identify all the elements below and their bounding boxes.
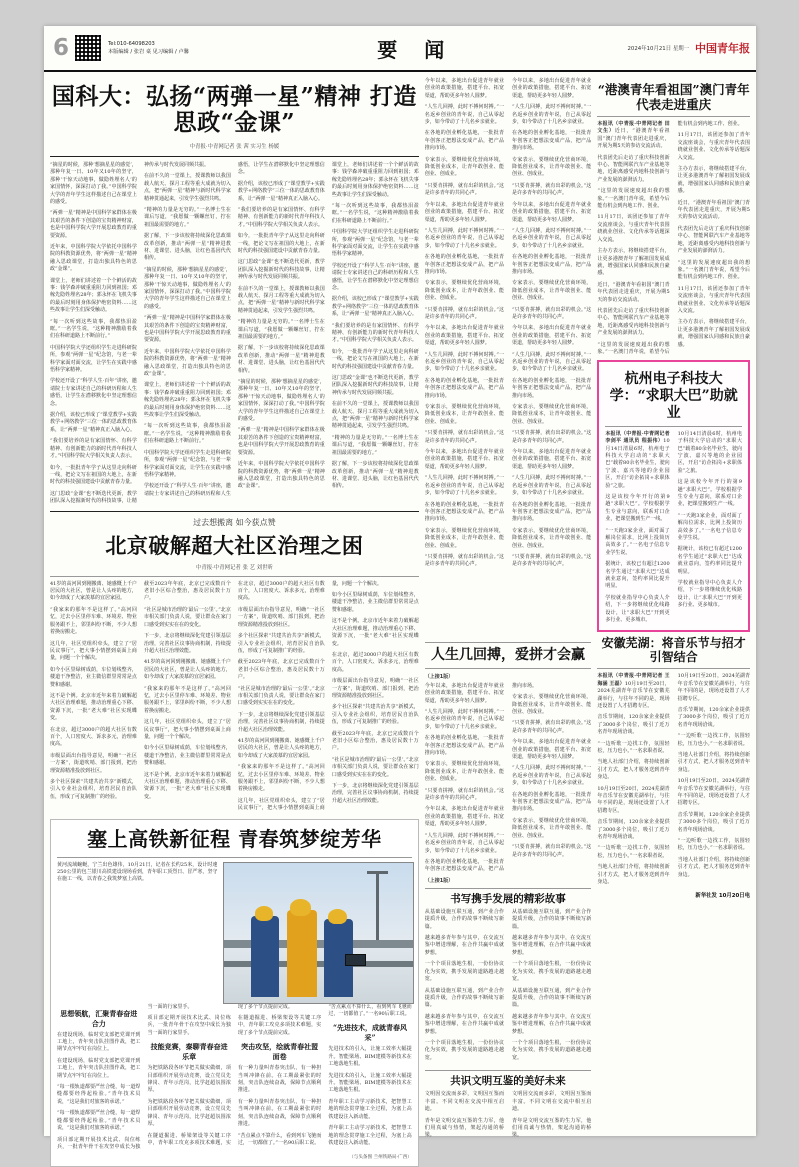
paragraph: 主办方表示，将继续搭建平台，让更多港澳青年了解祖国发展成就，增强国家认同感和民族自豪感。 — [597, 248, 670, 277]
paragraph: 据介绍，该校已形成了“课堂教学+实践教学+网络教学”三位一体的思政教育体系，让“两弹一星”精神真正入脑入心。 — [237, 180, 325, 202]
mid-mid-headline: 书写携手发展的精彩故事 — [450, 892, 566, 905]
second-byline: 中青报·中青网记者 张 艺 刘世昕 — [195, 564, 273, 571]
paragraph: 今年以来，多地出台促进青年就业创业的政策措施，搭建平台、拓宽渠道，帮助更多年轻人圆梦。 — [512, 449, 592, 470]
paragraph: 据介绍，该校已形成了“课堂教学+实践教学+网络教学”三位一体的思政教育体系，让“两弹一星”精神真正入脑入心。 — [331, 296, 419, 318]
paragraph: 本报讯（中青报·中青网记者 李剑平 通讯员 程振伟）10月14日清晨6时，杭州电子科技大学启动的“求职大巴”载着80余名毕业生，驶向宁波、嘉兴等地的企业园区，开启“访企拓岗+求职体验”之旅。 — [605, 430, 670, 489]
paragraph: 当地人社部门介绍，将持续创新引才方式，把人才服务送到青年身边。 — [597, 864, 670, 886]
paper-logo: 中国青年报 — [695, 42, 750, 55]
paragraph: 近日，“港澳青年看祖国”澳门青年代表团走进重庆，开展为期5天的参访交流活动。 — [597, 281, 670, 303]
paragraph: “人生几回搏，此时不搏何时搏。”一名返乡创业的青年说，自己从零起步，如今带动了十几名乡亲就业。 — [512, 475, 592, 497]
paragraph: 近年来，中国科学院大学依托中国科学院的科教资源优势，将“两弹一星”精神融入思政课堂，打造出独具特色的思政“金课”。 — [50, 243, 137, 273]
paragraph: 这不是个例。北京市近年来着力破解超大社区治理难题，推动治理重心下移、资源下沉，一批“老大难”社区实现蝶变。 — [331, 618, 419, 647]
paragraph: 主办方表示，将继续搭建平台，让更多港澳青年了解祖国发展成就，增强国家认同感和民族自豪感。 — [677, 319, 750, 348]
paragraph: 专家表示，要继续优化营商环境，降低创业成本，让青年敢创业、能创业、创成业。 — [512, 156, 592, 178]
paragraph: “只要肯拼搏，就有出彩的机会。”这是许多青年的共同心声。 — [512, 553, 592, 568]
paragraph: 在各地的创业孵化基地，一批批青年创客正把想法变成产品，把产品推向市场。 — [424, 501, 505, 523]
paragraph: 为把铁路段各环节把关做实做细，项目部组织开展劳动竞赛，设立党员先锋岗、青年示范岗，比学赶超氛围浓厚。 — [147, 1065, 231, 1094]
paragraph: 今年以来，多地出台促进青年就业创业的政策措施，搭建平台、拓宽渠道，帮助更多年轻人圆梦。 — [424, 682, 505, 704]
paragraph: 今年以来，多地出台促进青年就业创业的政策措施，搭建平台、拓宽渠道，帮助更多年轻人圆梦。 — [424, 325, 505, 347]
paragraph: “只要肯拼搏，就有出彩的机会。”这是许多青年的共同心声。 — [512, 844, 592, 858]
paragraph: 学校还开设了“科学人生·百年”讲座，邀请院士专家讲述自己的科研历程和人生感悟，让学生在潜移默化中坚定理想信念。 — [331, 262, 419, 291]
paragraph: 为把铁路段各环节把关做实做细，项目部组织开展劳动竞赛，设立党员先锋岗、青年示范岗，比学赶超氛围浓厚。 — [147, 1098, 231, 1128]
paragraph: 据了解，下一步该校将持续深化思政课改革创新，推动“两弹一星”精神进教材、进课堂、进头脑，让红色基因代代相传。 — [331, 461, 419, 490]
paragraph: “苦点累点不算什么，看到列车飞驰而过，一切都值了。”一名90后职工说。 — [328, 1003, 412, 1018]
paragraph: 今年以来，多地出台促进青年就业创业的政策措施，搭建平台、拓宽渠道，帮助更多年轻人圆梦。 — [424, 78, 505, 99]
paragraph: “这里的发展速度超出我的想象。”一名澳门青年说，希望今后能有机会到内地工作、创业。 — [597, 121, 743, 355]
paragraph: 专家表示，要继续优化营商环境，降低创业成本，让青年敢创业、能创业、创成业。 — [512, 527, 592, 549]
paragraph: “只要肯拼搏，就有出彩的机会。”这是许多青年的共同心声。 — [512, 306, 592, 320]
paragraph: 越来越多青年参与其中，在交流互鉴中增进理解，在合作共赢中成就梦想。 — [424, 935, 505, 956]
paragraph: 今年以来，多地出台促进青年就业创业的政策措施，搭建平台、拓宽渠道，帮助更多年轻人圆梦。 — [512, 739, 592, 761]
paragraph: 在前不久的一堂课上，授课教师以我国载人航天、探月工程等重大成就为切入点，把“两弹一星”精神与新时代科学家精神贯通起来，引发学生强烈共鸣。 — [331, 401, 419, 430]
paragraph: 文明因交流而多彩，文明因互鉴而丰富。不同文明在交流中相互启迪。 — [512, 1091, 592, 1113]
paragraph: 项目部定期开展技术比武、岗位练兵，一批青年骨干在攻坚中成长为独当一面的行家里手。 — [57, 1003, 193, 1150]
paragraph: 近年来，中国科学院大学依托中国科学院的科教资源优势，将“两弹一星”精神融入思政课堂，打造出独具特色的思政“金课”。 — [143, 348, 231, 378]
paragraph: 青年职工主动学习新技术，把智慧工地的理念贯穿施工全过程，为塞上高铁建设注入新动能。 — [328, 1098, 412, 1120]
paragraph: 据了解，下一步该校将持续深化思政课改革创新，推动“两弹一星”精神进教材、进课堂、进头脑，让红色基因代代相传。 — [143, 233, 231, 262]
paragraph: 青年是文明交流互鉴的生力军，他们用真诚与热情，架起沟通的桥梁。 — [424, 1117, 505, 1139]
page-body — [44, 72, 756, 1161]
paragraph: 学校还开设了“科学人生·百年”讲座，邀请院士专家讲述自己的科研历程和人生感悟，让学生在潜移默化中坚定理想信念。 — [50, 378, 137, 407]
paragraph: 专家表示，要继续优化营商环境，降低创业成本，让青年敢创业、能创业、创成业。 — [424, 156, 505, 178]
paragraph: 下一步，北京将继续深化党建引领基层治理，完善社区议事协商机制，持续提升超大社区治理效能。 — [143, 633, 231, 654]
paragraph: 音乐节期间，120余家企业提供了3000多个岗位，吸引了近万名青年现场洽谈。 — [597, 819, 670, 841]
paragraph: 有一种力量叫青春突击队，有一种担当叫冲锋在前。在工期最紧张的时刻，突击队连续奋战，保障节点顺利推进。 — [237, 1098, 322, 1128]
paragraph: “只要肯拼搏，就有出彩的机会。”这是许多青年的共同心声。 — [424, 553, 505, 568]
paragraph: “只要肯拼搏，就有出彩的机会。”这是许多青年的共同心声。 — [424, 430, 505, 444]
lead-article-body — [50, 162, 419, 506]
paragraph: 中国科学院大学还组织学生走进科研院所，参观“两弹一星”纪念馆，与老一辈科学家面对面交流，让学生在实践中感悟科学家精神。 — [331, 229, 419, 258]
paragraph: “人生几回搏，此时不搏何时搏。”一名返乡创业的青年说，自己从零起步，如今带动了十几名乡亲就业。 — [424, 351, 505, 373]
mid-top-body — [425, 683, 592, 874]
paragraph: “每一根轨道都要严丝合缝，每一道焊缝都要经得起检验。”青年技术员说，“这是我们对旅客的承诺。” — [57, 1084, 141, 1105]
paragraph: 11月17日，该团还参加了青年交流座谈会，与重庆青年代表围绕就业创业、文化传承等话题深入交流。 — [597, 214, 670, 243]
paragraph: “我家来的那年不是这样了。”高河回忆，过去小区里停车难、环境差、物业服务跟不上，邻里纠纷不断，不少人想着换房搬走。 — [50, 606, 137, 636]
paragraph: 如今小区里绿树成荫，车位划线整齐，楼道干净整洁，业主微信群里常常是点赞和感谢。 — [331, 592, 419, 613]
paragraph: 市级层面出台指导意见，明确“一社区一方案”，街道吹哨、部门报到，把治理资源精准投放到社区。 — [237, 606, 325, 628]
paragraph: “只要肯拼搏，就有出彩的机会。”这是许多青年的共同心声。 — [512, 182, 592, 197]
paragraph: 先进技术的引入，让施工效率大幅提升。智能梁场、BIM建模等新技术在工地落地生根。 — [328, 1072, 412, 1094]
paragraph: 专家表示，要继续优化营商环境，降低创业成本，让青年敢创业、能创业、创成业。 — [512, 817, 592, 839]
paragraph: 音乐节期间，120余家企业提供了3000多个岗位，吸引了近万名青年现场洽谈。 — [597, 714, 670, 736]
feature-article — [50, 819, 419, 1167]
paragraph: 专家表示，要继续优化营商环境，降低创业成本，让青年敢创业、能创业、创成业。 — [512, 404, 592, 425]
paragraph: 在建设现场，临时党支部把党课开到工地上，青年突击队挂图作战，把工期节点牢牢钉在岗位上。 — [57, 1057, 141, 1079]
paragraph: 音乐节期间，120余家企业提供了3000多个岗位，吸引了近万名青年现场洽谈。 — [677, 706, 750, 728]
paragraph: “一边听歌一边找工作，氛围轻松，压力也小。”一名求职者说。 — [677, 838, 750, 852]
paragraph: 据介绍，该校已形成了“课堂教学+实践教学+网络教学”三位一体的思政教育体系，让“两弹一星”精神真正入脑入心。 — [50, 412, 137, 433]
paragraph: 越来越多青年参与其中，在交流互鉴中增进理解，在合作共赢中成就梦想。 — [424, 1013, 505, 1035]
paragraph: 这几年，社区党组织牵头，建立了“居民议事厅”，把大事小情摆到桌面上商量，问题一个个解决。 — [143, 719, 231, 740]
masthead — [44, 26, 756, 72]
paragraph: 专家表示，要继续优化营商环境，降低创业成本，让青年敢创业、能创业、创成业。 — [424, 404, 505, 425]
paragraph: 这是该校今年开行的第9趟“求职大巴”。学校根据学生专业与意向，联系对口企业，把课堂搬到生产一线。 — [605, 494, 670, 523]
article-source: 本报讯（中青报·中青网记者 李剑平 通讯员 程振伟） — [605, 430, 670, 445]
paragraph: 在各地的创业孵化基地，一批批青年创客正把想法变成产品，把产品推向市场。 — [424, 130, 505, 152]
article-source: 本报讯（中青报·中青网记者 王海涵 王磊） — [597, 673, 670, 687]
paragraph: 如今，一批批青年学子从这里走向科研一线，把论文写在祖国的大地上，在新时代的科技强国建设中贡献青春力量。 — [237, 233, 325, 254]
feature-headline: 塞上高铁新征程 青春筑梦绽芳华 — [87, 826, 382, 851]
paragraph: 11月17日，该团还参加了青年交流座谈会，与重庆青年代表围绕就业创业、文化传承等话题深入交流。 — [677, 132, 750, 161]
paragraph: 多个社区探索“共建共治共享”新模式，引入专业社会组织，培育居民自治队伍，形成了可复制推广的经验。 — [237, 633, 325, 654]
paragraph: 从基础设施互联互通，到产业合作提质升级，合作的故事不断续写新篇。 — [512, 987, 592, 1009]
paragraph: 10月19日至20日，2024芜湖青年音乐节在安徽芜湖举行，与往年不同的是，现场还设置了人才招聘专区。 — [597, 785, 670, 814]
paragraph: “人生几回搏，此时不搏何时搏。”一名返乡创业的青年说，自己从零起步，如今带动了十几名乡亲就业。 — [424, 227, 505, 249]
paragraph: 专家表示，要继续优化营商环境，降低创业成本，让青年敢创业、能创业、创成业。 — [512, 280, 592, 302]
paragraph: 中国科学院大学还组织学生走进科研院所，参观“两弹一星”纪念馆，与老一辈科学家面对面交流，让学生在实践中感悟科学家精神。 — [143, 449, 231, 478]
paragraph: 近年来，中国科学院大学依托中国科学院的科教资源优势，将“两弹一星”精神融入思政课堂，打造出独具特色的思政“金课”。 — [237, 461, 325, 490]
paragraph: 课堂上，老师们讲述着一个个鲜活的故事：钱学森冲破重重阻力回到祖国；邓稼先隐姓埋名28年；郭永怀在飞机失事的最后时刻用身体保护绝密资料……这些故事让学生们深受触动。 — [143, 382, 231, 419]
paragraph: “一边听歌一边找工作，氛围轻松，压力也小。”一名求职者说。 — [597, 740, 670, 754]
paragraph: “一边听歌一边找工作，氛围轻松，压力也小。”一名求职者说。 — [597, 845, 670, 859]
paragraph: 当地人社部门介绍，将持续创新引才方式，把人才服务送到青年身边。 — [597, 759, 670, 781]
paragraph: 10月19日至20日，2024芜湖青年音乐节在安徽芜湖举行，与往年不同的是，现场还设置了人才招聘专区。 — [677, 673, 750, 702]
paragraph: “人生几回搏，此时不搏何时搏。”一名返乡创业的青年说，自己从零起步，如今带动了十几名乡亲就业。 — [424, 709, 505, 730]
paragraph: 如今小区里绿树成荫，车位划线整齐，楼道干净整洁，业主微信群里常常是点赞和感谢。 — [143, 745, 231, 767]
paragraph: 青年是文明交流互鉴的生力军，他们用真诚与热情，架起沟通的桥梁。 — [512, 1117, 592, 1139]
paragraph: 在各地的创业孵化基地，一批批青年创客正把想法变成产品，把产品推向市场。 — [424, 735, 505, 757]
feature-body — [57, 1004, 412, 1152]
paragraph: “只要肯拼搏，就有出彩的机会。”这是许多青年的共同心声。 — [424, 306, 505, 320]
continuation-note-1: （上接1版） — [424, 673, 454, 680]
paragraph: 课堂上，老师们讲述着一个个鲜活的故事：钱学森冲破重重阻力回到祖国；邓稼先隐姓埋名28年；郭永怀在飞机失事的最后时刻用身体保护绝密资料……这些故事让学生们深受触动。 — [50, 277, 137, 314]
paragraph: 专家表示，要继续优化营商环境，降低创业成本，让青年敢创业、能创业、创成业。 — [424, 527, 505, 549]
paragraph: “每一根轨道都要严丝合缝，每一道焊缝都要经得起检验。”青年技术员说，“这是我们对旅客的承诺。” — [57, 1110, 141, 1132]
paragraph: “我们要培养的是有家国情怀、有科学精神、有创新能力的新时代青年科技人才。”中国科学院大学相关负责人表示。 — [50, 438, 137, 460]
paragraph: 11月17日，该团还参加了青年交流座谈会，与重庆青年代表围绕就业创业、文化传承等话题深入交流。 — [677, 285, 750, 314]
right-bottom-body — [597, 673, 750, 886]
publication-date: 2024年10月21日 星期一 — [627, 46, 689, 52]
paragraph: 项目部定期开展技术比武、岗位练兵，一批青年骨干在攻坚中成长为独当一面的行家里手。 — [147, 1015, 231, 1036]
paragraph: 今年以来，多地出台促进青年就业创业的政策措施，搭建平台、拓宽渠道，帮助更多年轻人圆梦。 — [424, 449, 505, 470]
paragraph: 这几年，社区党组织牵头，建立了“居民议事厅”，把大事小情摆到桌面上商量，问题一个个解决。 — [50, 640, 137, 662]
paragraph: 在隧道掘进、桥梁架设等关键工序中，青年职工攻克多项技术难题，实现了多个节点提前完成。 — [147, 1003, 293, 1146]
paragraph: “我们要培养的是有家国情怀、有科学精神、有创新能力的新时代青年科技人才。”中国科学院大学相关负责人表示。 — [331, 322, 419, 344]
paragraph: 一个个项目落地生根，一份份协议化为实效，携手发展的道路越走越宽。 — [512, 1039, 592, 1061]
paragraph: 41岁的高河回到刚搬离、她感慨上千户居民的大社区，曾是让人头疼的地方，如今却成了大家羡慕的宜居家园。 — [237, 737, 325, 759]
paragraph: 在各地的创业孵化基地，一批批青年创客正把想法变成产品，把产品推向市场。 — [512, 130, 592, 152]
right-bottom-signature: 新华社发 10月20日电 — [695, 892, 750, 899]
paragraph: 专家表示，要继续优化营商环境，降低创业成本，让青年敢创业、能创业、创成业。 — [424, 280, 505, 302]
paragraph: “社区是城市治理的‘最后一公里’。”北京市相关部门负责人说，要让群众在家门口感受到实实在在的变化。 — [143, 606, 231, 628]
page-number: 6 — [52, 35, 69, 61]
paragraph: 在北京，超过3000户的超大社区有数百个，人口密度大、诉求多元，治理难度高。 — [50, 726, 137, 748]
mid-bottom-headline: 共识文明互鉴的美好未来 — [450, 1075, 566, 1088]
paragraph: 中国科学院大学还组织学生走进科研院所，参观“两弹一星”纪念馆，与老一辈科学家面对面交流，让学生在实践中感悟科学家精神。 — [50, 344, 137, 374]
paragraph: 近日，“港澳青年看祖国”澳门青年代表团走进重庆，开展为期5天的参访交流活动。 — [677, 199, 750, 221]
paragraph: 截至2023年年底，北京已完成数百个老旧小区综合整治，惠及居民数十万户。 — [331, 730, 419, 752]
paragraph: “我们要培养的是有家国情怀、有科学精神、有创新能力的新时代青年科技人才。”中国科学院大学相关负责人表示。 — [237, 206, 325, 228]
right-top-headline: “港澳青年看祖国”澳门青年代表走进重庆 — [597, 82, 750, 112]
paragraph: 学校还开设了“科学人生·百年”讲座，邀请院士专家讲述自己的科研历程和人生感悟，让学生在潜移默化中坚定理想信念。 — [143, 161, 325, 497]
paragraph: “两弹一星”精神是中国科学家群体在极其艰苦的条件下创造的宝贵精神财富，也是中国科学院大学开展思政教育的重要资源。 — [237, 427, 325, 456]
paragraph: 41岁的高河回到刚搬离、她感慨上千户居民的大社区，曾是让人头疼的地方，如今却成了大家羡慕的宜居家园。 — [50, 580, 137, 602]
paragraph: 在各地的创业孵化基地，一批批青年创客正把想法变成产品，把产品推向市场。 — [424, 377, 505, 399]
paragraph: 青年职工主动学习新技术，把智慧工地的理念贯穿施工全过程，为塞上高铁建设注入新动能。 — [328, 1125, 412, 1146]
newspaper-page — [44, 26, 756, 1161]
paragraph: “精神的力量是无穷的。”一名博士生在课后写道，“我愿做一颗螺丝钉，拧在祖国最需要的地方。” — [237, 319, 325, 340]
paragraph: 学校就业指导中心负责人介绍，下一步将继续优化线路设计，让“求职大巴”开到更多行业、更多城市。 — [677, 580, 742, 609]
paragraph: 一个个项目落地生根，一份份协议化为实效，携手发展的道路越走越宽。 — [512, 961, 592, 983]
paragraph: 有一种力量叫青春突击队，有一种担当叫冲锋在前。在工期最紧张的时刻，突击队连续奋战，保障节点顺利推进。 — [237, 1065, 322, 1094]
column-right — [597, 78, 750, 1136]
feature-section-title: 突击攻坚，绘就青春社盟面卷 — [241, 1042, 319, 1062]
paragraph: 越来越多青年参与其中，在交流互鉴中增进理解，在合作共赢中成就梦想。 — [512, 1013, 592, 1035]
paragraph: 代表团先后走访了重庆科技创新中心、智能网联汽车产业基地等地，近距离感受内地科技创新与产业发展的澎湃活力。 — [677, 225, 750, 255]
paragraph: “两弹一星”精神是中国科学家群体在极其艰苦的条件下创造的宝贵精神财富，也是中国科学院大学开展思政教育的重要资源。 — [143, 315, 231, 344]
paragraph: “一天跑3家企业，面对面了解岗位需求，比网上投简历高效多了。”一名电子信息专业学生说。 — [605, 527, 670, 556]
paragraph: “这里的发展速度超出我的想象。”一名澳门青年说，希望今后能有机会到内地工作、创业。 — [597, 188, 670, 210]
feature-caption: （与头条图 兰州铁路局·广西） — [349, 1155, 412, 1161]
second-headline: 北京破解超大社区治理之困 — [105, 532, 364, 558]
paragraph: “只要肯拼搏，就有出彩的机会。”这是许多青年的共同心声。 — [512, 430, 592, 444]
lead-headline: 国科大：弘扬“两弹一星”精神 打造思政“金课” — [51, 83, 417, 137]
paragraph: “每一次听到这些故事，我都热泪盈眶。”一名学生说，“这种精神激励着我们在科研道路上不断前行。” — [50, 318, 137, 340]
paragraph: 从基础设施互联互通，到产业合作提质升级，合作的故事不断续写新篇。 — [424, 987, 505, 1009]
paragraph: 这门思政“金课”也不断迭代更新，教学团队深入挖掘新时代的科技故事，让精神传承与时代发展同频共振。 — [237, 259, 325, 281]
paragraph: “人生几回搏，此时不搏何时搏。”一名返乡创业的青年说，自己从零起步，如今带动了十几名乡亲就业。 — [512, 104, 592, 126]
paragraph: 在各地的创业孵化基地，一批批青年创客正把想法变成产品，把产品推向市场。 — [512, 791, 592, 813]
column-middle-spacer — [425, 78, 592, 638]
paragraph: 10月14日清晨6时，杭州电子科技大学启动的“求职大巴”载着80余名毕业生，驶向宁波、嘉兴等地的企业园区，开启“访企拓岗+求职体验”之旅。 — [677, 430, 742, 474]
paragraph: 这不是个例。北京市近年来着力破解超大社区治理难题，推动治理重心下移、资源下沉，一批“老大难”社区实现蝶变。 — [143, 771, 231, 800]
paragraph: 多个社区探索“共建共治共享”新模式，引入专业社会组织，培育居民自治队伍，形成了可复制推广的经验。 — [331, 704, 419, 726]
paragraph: 这门思政“金课”也不断迭代更新，教学团队深入挖掘新时代的科技故事，让精神传承与时代发展同频共振。 — [50, 161, 209, 505]
paragraph: 从基础设施互联互通，到产业合作提质升级，合作的故事不断续写新篇。 — [424, 908, 505, 930]
paragraph: 课堂上，老师们讲述着一个个鲜活的故事：钱学森冲破重重阻力回到祖国；邓稼先隐姓埋名28年；郭永怀在飞机失事的最后时刻用身体保护绝密资料……这些故事让学生们深受触动。 — [331, 161, 419, 198]
article-source: 本报讯（中青报·中青网记者 田文生） — [597, 121, 670, 135]
paragraph: 截至2023年年底，北京已完成数百个老旧小区综合整治，惠及居民数十万户。 — [237, 659, 325, 681]
paragraph: “只要肯拼搏，就有出彩的机会。”这是许多青年的共同心声。 — [424, 787, 505, 802]
paragraph: 如今，一批批青年学子从这里走向科研一线，把论文写在祖国的大地上，在新时代的科技强国建设中贡献青春力量。 — [331, 348, 419, 370]
feature-section-title: 思想领航，汇聚青春奋进合力 — [60, 1008, 138, 1028]
paragraph: “人生几回搏，此时不搏何时搏。”一名返乡创业的青年说，自己从零起步，如今带动了十几名乡亲就业。 — [512, 351, 592, 373]
continuation-note-2: （上接1版） — [424, 877, 454, 884]
paragraph: “这里的发展速度超出我的想象。”一名澳门青年说，希望今后能有机会到内地工作、创业。 — [677, 259, 750, 281]
right-top-body — [597, 121, 750, 356]
paragraph: 今年以来，多地出台促进青年就业创业的政策措施，搭建平台、拓宽渠道，帮助更多年轻人圆梦。 — [512, 201, 592, 223]
paragraph: “苦点累点不算什么，看到列车飞驰而过，一切都值了。”一名90后职工说。 — [237, 1132, 322, 1146]
paragraph: “精神的力量是无穷的。”一名博士生在课后写道，“我愿做一颗螺丝钉，拧在祖国最需要的地方。” — [143, 206, 231, 228]
paragraph: “我家来的那年不是这样了。”高河回忆，过去小区里停车难、环境差、物业服务跟不上，邻里纠纷不断，不少人想着换房搬走。 — [143, 685, 231, 714]
paragraph: “每一次听到这些故事，我都热泪盈眶。”一名学生说，“这种精神激励着我们在科研道路上不断前行。” — [331, 202, 419, 224]
paragraph: 文明因交流而多彩，文明因互鉴而丰富。不同文明在交流中相互启迪。 — [424, 1091, 505, 1113]
paragraph: “人生几回搏，此时不搏何时搏。”一名返乡创业的青年说，自己从零起步，如今带动了十几名乡亲就业。 — [512, 765, 592, 787]
paragraph: 下一步，北京将继续深化党建引领基层治理，完善社区议事协商机制，持续提升超大社区治理效能。 — [237, 711, 325, 733]
paragraph: 今年以来，多地出台促进青年就业创业的政策措施，搭建平台、拓宽渠道，帮助更多年轻人圆梦。 — [424, 201, 505, 223]
paragraph: 在隧道掘进、桥梁架设等关键工序中，青年职工攻克多项技术难题，实现了多个节点提前完成。 — [237, 1015, 322, 1036]
paragraph: 下一步，北京将继续深化党建引领基层治理，完善社区议事协商机制，持续提升超大社区治理效能。 — [331, 783, 419, 804]
paragraph: 代表团先后走访了重庆科技创新中心、智能网联汽车产业基地等地，近距离感受内地科技创新与产业发展的澎湃活力。 — [597, 307, 670, 337]
paragraph: 在北京，超过3000户的超大社区有数百个，人口密度大、诉求多元，治理难度高。 — [237, 580, 325, 602]
paragraph: “社区是城市治理的‘最后一公里’。”北京市相关部门负责人说，要让群众在家门口感受到实实在在的变化。 — [237, 685, 325, 707]
paragraph: 越来越多青年参与其中，在交流互鉴中增进理解，在合作共赢中成就梦想。 — [512, 935, 592, 956]
column-left — [50, 78, 419, 1161]
mid-top-headline: 人生几回搏，爱拼才会赢 — [431, 647, 586, 663]
right-bottom-headline: 安徽芜湖：将音乐节与招才引智结合 — [601, 635, 746, 664]
feature-section-title: “先进技术，成就青春风采” — [333, 1023, 408, 1043]
section-title: 要 闻 — [377, 37, 455, 62]
paragraph: 据统计，该校已有超过1200名学生通过“求职大巴”达成就业意向，签约率同比提升明显。 — [677, 546, 742, 575]
boxed-headline: 杭州电子科技大学：“求职大巴”助就业 — [609, 371, 738, 421]
paragraph: 市级层面出台指导意见，明确“一社区一方案”，街道吹哨、部门报到，把治理资源精准投放到社区。 — [50, 752, 137, 774]
paragraph: 本报讯（中青报·中青网记者 王海涵 王磊）10月19日至20日，2024芜湖青年音乐节在安徽芜湖举行，与往年不同的是，现场还设置了人才招聘专区。 — [597, 673, 670, 709]
paragraph: “精神的力量是无穷的。”一名博士生在课后写道，“我愿做一颗螺丝钉，拧在祖国最需要的地方。” — [331, 434, 419, 456]
paragraph: 当地人社部门介绍，将持续创新引才方式，把人才服务送到青年身边。 — [677, 856, 750, 878]
paragraph: 当地人社部门介绍，将持续创新引才方式，把人才服务送到青年身边。 — [677, 751, 750, 773]
paragraph: 如今小区里绿树成荫，车位划线整齐，楼道干净整洁，业主微信群里常常是点赞和感谢。 — [50, 666, 137, 688]
paragraph: 在各地的创业孵化基地，一批批青年创客正把想法变成产品，把产品推向市场。 — [424, 682, 538, 873]
paragraph: “社区是城市治理的‘最后一公里’。”北京市相关部门负责人说，要让群众在家门口感受到实实在在的变化。 — [331, 756, 419, 778]
mid-bottom-body — [425, 1091, 592, 1143]
paragraph: 市级层面出台指导意见，明确“一社区一方案”，街道吹哨、部门报到，把治理资源精准投放到社区。 — [331, 678, 419, 699]
paragraph: “只要肯拼搏，就有出彩的机会。”这是许多青年的共同心声。 — [424, 182, 505, 197]
feature-intro: 黄河流域蜿蜒，宁兰出色雄伟，10月21日，记者在长约25米，设计时速250公里的包兰银川高铁建设现场看到，青年职工顶烈日、冒严寒，坚守在施工一线，以青春之我筑梦塞上高铁。 — [57, 861, 218, 883]
paragraph: 10月19日至20日，2024芜湖青年音乐节在安徽芜湖举行，与往年不同的是，现场还设置了人才招聘专区。 — [677, 778, 750, 807]
masthead-credits: Tel:010-64098203 本版编辑 / 张岩 桌 见习编辑 / 卢馨 — [108, 41, 189, 55]
second-kicker: 过去想搬离 如今获点赞 — [193, 517, 276, 527]
paragraph: 在建设现场，临时党支部把党课开到工地上，青年突击队挂图作战，把工期节点牢牢钉在岗位上。 — [57, 1031, 141, 1053]
paragraph: 在前不久的一堂课上，授课教师以我国载人航天、探月工程等重大成就为切入点，把“两弹一星”精神与新时代科学家精神贯通起来，引发学生强烈共鸣。 — [237, 285, 325, 314]
paragraph: 从基础设施互联互通，到产业合作提质升级，合作的故事不断续写新篇。 — [512, 908, 592, 930]
second-article-body — [50, 581, 419, 813]
paragraph: 据统计，该校已有超过1200名学生通过“求职大巴”达成就业意向，签约率同比提升明显。 — [605, 561, 670, 590]
paragraph: 在北京，超过3000户的超大社区有数百个，人口密度大、诉求多元，治理难度高。 — [331, 651, 419, 673]
paragraph: 音乐节期间，120余家企业提供了3000多个岗位，吸引了近万名青年现场洽谈。 — [677, 811, 750, 833]
paragraph: 在各地的创业孵化基地，一批批青年创客正把想法变成产品，把产品推向市场。 — [512, 501, 592, 523]
paragraph: 本报讯（中青报·中青网记者 田文生）近日，“港澳青年看祖国”澳门青年代表团走进重庆，开展为期5天的参访交流活动。 — [597, 121, 670, 150]
paragraph: 学校就业指导中心负责人介绍，下一步将继续优化线路设计，让“求职大巴”开到更多行业、更多城市。 — [605, 594, 670, 624]
paragraph: 41岁的高河回到刚搬离、她感慨上千户居民的大社区，曾是让人头疼的地方，如今却成了大家羡慕的宜居家园。 — [143, 659, 231, 681]
paragraph: “两弹一星”精神是中国科学家群体在极其艰苦的条件下创造的宝贵精神财富，也是中国科学院大学开展思政教育的重要资源。 — [50, 210, 137, 239]
paragraph: 在各地的创业孵化基地，一批批青年创客正把想法变成产品，把产品推向市场。 — [424, 254, 505, 275]
paragraph: 代表团先后走访了重庆科技创新中心、智能网联汽车产业基地等地，近距离感受内地科技创新与产业发展的澎湃活力。 — [597, 154, 670, 183]
paragraph: “人生几回搏，此时不搏何时搏。”一名返乡创业的青年说，自己从零起步，如今带动了十几名乡亲就业。 — [424, 832, 505, 854]
paragraph: “摘星的时候，那种‘想摘星星的感觉’，那种年复一日、10年又10年的坚守，那种‘干惊天动地事，做隐姓埋名人’的家国情怀，深深打动了我。”中国科学院大学的青年学生这样描述自己在课堂上的感受。 — [50, 161, 137, 205]
paragraph: 据了解，下一步该校将持续深化思政课改革创新，推动“两弹一星”精神进教材、进课堂、进头脑，让红色基因代代相传。 — [237, 345, 325, 374]
column-middle — [424, 78, 592, 1139]
paragraph: 今年以来，多地出台促进青年就业创业的政策措施，搭建平台、拓宽渠道，帮助更多年轻人圆梦。 — [512, 78, 592, 99]
paragraph: 这几年，社区党组织牵头，建立了“居民议事厅”，把大事小情摆到桌面上商量，问题一个个解决。 — [237, 580, 382, 812]
lead-byline: 中青报·中青网记者 张 茜 实习生 杨媛 — [189, 143, 280, 150]
paragraph: “一边听歌一边找工作，氛围轻松，压力也小。”一名求职者说。 — [677, 733, 750, 747]
paragraph: 专家表示，要继续优化营商环境，降低创业成本，让青年敢创业、能创业、创成业。 — [512, 694, 592, 716]
paragraph: 主办方表示，将继续搭建平台，让更多港澳青年了解祖国发展成就，增强国家认同感和民族自豪感。 — [677, 166, 750, 195]
feature-section-title: 技能竞赛，秦聊青春奋进乐章 — [150, 1042, 228, 1062]
paragraph: 这是该校今年开行的第9趟“求职大巴”。学校根据学生专业与意向，联系对口企业，把课堂搬到生产一线。 — [677, 479, 742, 508]
paragraph: “每一次听到这些故事，我都热泪盈眶。”一名学生说，“这种精神激励着我们在科研道路上不断前行。” — [143, 423, 231, 445]
paragraph: 在各地的创业孵化基地，一批批青年创客正把想法变成产品，把产品推向市场。 — [512, 254, 592, 275]
paragraph: 今年以来，多地出台促进青年就业创业的政策措施，搭建平台、拓宽渠道，帮助更多年轻人圆梦。 — [424, 806, 505, 828]
paragraph: 多个社区探索“共建共治共享”新模式，引入专业社会组织，培育居民自治队伍，形成了可复制推广的经验。 — [50, 779, 137, 800]
paragraph: “只要肯拼搏，就有出彩的机会。”这是许多青年的共同心声。 — [512, 720, 592, 734]
paragraph: 今年以来，多地出台促进青年就业创业的政策措施，搭建平台、拓宽渠道，帮助更多年轻人圆梦。 — [512, 325, 592, 347]
boxed-body — [605, 431, 742, 625]
paragraph: “摘星的时候，那种‘想摘星星的感觉’，那种年复一日、10年又10年的坚守，那种‘干惊天动地事，做隐姓埋名人’的家国情怀，深深打动了我。”中国科学院大学的青年学生这样描述自己在课堂上的感受。 — [143, 266, 231, 310]
paragraph: 如今，一批批青年学子从这里走向科研一线，把论文写在祖国的大地上，在新时代的科技强国建设中贡献青春力量。 — [50, 464, 137, 486]
mid-mid-body — [425, 909, 592, 1066]
paragraph: 截至2023年年底，北京已完成数百个老旧小区综合整治，惠及居民数十万户。 — [143, 580, 231, 602]
paragraph: “人生几回搏，此时不搏何时搏。”一名返乡创业的青年说，自己从零起步，如今带动了十几名乡亲就业。 — [512, 227, 592, 249]
feature-photo — [223, 862, 413, 1004]
qr-code-icon[interactable] — [74, 34, 102, 62]
paragraph: “人生几回搏，此时不搏何时搏。”一名返乡创业的青年说，自己从零起步，如今带动了十几名乡亲就业。 — [424, 104, 505, 126]
paragraph: 专家表示，要继续优化营商环境，降低创业成本，让青年敢创业、能创业、创成业。 — [424, 761, 505, 783]
highlighted-article — [597, 360, 750, 631]
paragraph: 先进技术的引入，让施工效率大幅提升。智能梁场、BIM建模等新技术在工地落地生根。 — [328, 1046, 412, 1068]
paragraph: 这门思政“金课”也不断迭代更新，教学团队深入挖掘新时代的科技故事，让精神传承与时代发展同频共振。 — [331, 375, 419, 396]
paragraph: “我家来的那年不是这样了。”高河回忆，过去小区里停车难、环境差、物业服务跟不上，邻里纠纷不断，不少人想着换房搬走。 — [237, 764, 325, 793]
paragraph: 在各地的创业孵化基地，一批批青年创客正把想法变成产品，把产品推向市场。 — [512, 377, 592, 399]
paragraph: 在前不久的一堂课上，授课教师以我国载人航天、探月工程等重大成就为切入点，把“两弹一星”精神与新时代科学家精神贯通起来，引发学生强烈共鸣。 — [143, 173, 231, 202]
paragraph: 一个个项目落地生根，一份份协议化为实效，携手发展的道路越走越宽。 — [424, 1039, 505, 1061]
paragraph: 这不是个例。北京市近年来着力破解超大社区治理难题，推动治理重心下移、资源下沉，一批“老大难”社区实现蝶变。 — [50, 692, 137, 722]
middle-upper-text — [425, 78, 592, 573]
paragraph: “一天跑3家企业，面对面了解岗位需求，比网上投简历高效多了。”一名电子信息专业学生说。 — [677, 512, 742, 542]
paragraph: “摘星的时候，那种‘想摘星星的感觉’，那种年复一日、10年又10年的坚守，那种‘干惊天动地事，做隐姓埋名人’的家国情怀，深深打动了我。”中国科学院大学的青年学生这样描述自己在课堂上的感受。 — [237, 379, 325, 423]
paragraph: “人生几回搏，此时不搏何时搏。”一名返乡创业的青年说，自己从零起步，如今带动了十几名乡亲就业。 — [424, 475, 505, 497]
paragraph: 一个个项目落地生根，一份份协议化为实效，携手发展的道路越走越宽。 — [424, 961, 505, 983]
